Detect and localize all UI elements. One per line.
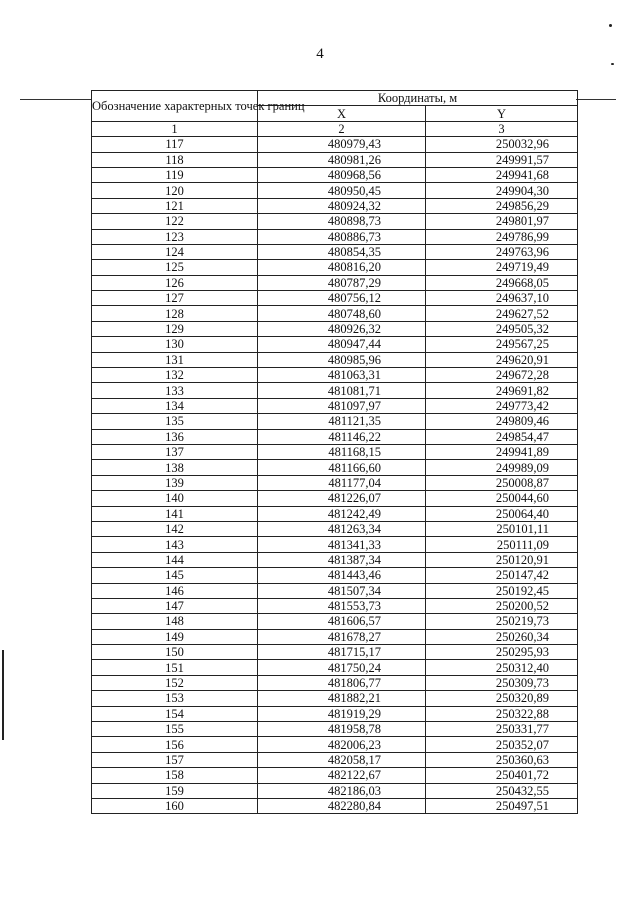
point-id-cell: 126 — [92, 275, 258, 290]
table-row — [92, 706, 578, 721]
x-coordinate-cell: 481063,31 — [258, 368, 426, 383]
y-coordinate-cell: 250008,87 — [426, 475, 578, 490]
x-coordinate-cell: 480816,20 — [258, 260, 426, 275]
point-id-cell: 153 — [92, 691, 258, 706]
y-coordinate-cell: 250219,73 — [426, 614, 578, 629]
x-coordinate-cell: 481146,22 — [258, 429, 426, 444]
table-row — [92, 444, 578, 459]
x-coordinate-cell: 481242,49 — [258, 506, 426, 521]
table-row — [92, 260, 578, 275]
point-id-cell: 152 — [92, 675, 258, 690]
table-row — [92, 275, 578, 290]
column-number: 2 — [258, 121, 426, 136]
table-row — [92, 660, 578, 675]
y-coordinate-cell: 250401,72 — [426, 768, 578, 783]
table-row — [92, 137, 578, 152]
table-row — [92, 337, 578, 352]
x-coordinate-cell: 481553,73 — [258, 598, 426, 613]
point-id-cell: 144 — [92, 552, 258, 567]
x-coordinate-cell: 482006,23 — [258, 737, 426, 752]
table-row — [92, 398, 578, 413]
scan-speck — [609, 24, 612, 27]
table-row — [92, 306, 578, 321]
y-coordinate-cell: 249773,42 — [426, 398, 578, 413]
point-id-cell: 151 — [92, 660, 258, 675]
table-row — [92, 537, 578, 552]
y-coordinate-cell: 250044,60 — [426, 491, 578, 506]
x-coordinate-cell: 481263,34 — [258, 521, 426, 536]
point-id-cell: 156 — [92, 737, 258, 752]
y-coordinate-cell: 249809,46 — [426, 414, 578, 429]
y-coordinate-cell: 250064,40 — [426, 506, 578, 521]
table-row — [92, 598, 578, 613]
x-coordinate-cell: 480886,73 — [258, 229, 426, 244]
page-number: 4 — [316, 46, 324, 62]
x-coordinate-cell: 481606,57 — [258, 614, 426, 629]
y-coordinate-cell: 250322,88 — [426, 706, 578, 721]
y-coordinate-cell: 250432,55 — [426, 783, 578, 798]
x-coordinate-cell: 481882,21 — [258, 691, 426, 706]
y-coordinate-cell: 249941,68 — [426, 167, 578, 182]
column-number: 3 — [426, 121, 578, 136]
table-row — [92, 675, 578, 690]
x-coordinate-cell: 480898,73 — [258, 214, 426, 229]
table-row — [92, 568, 578, 583]
table-row — [92, 244, 578, 259]
y-coordinate-cell: 250331,77 — [426, 722, 578, 737]
point-id-cell: 158 — [92, 768, 258, 783]
table-row — [92, 414, 578, 429]
y-coordinate-cell: 249505,32 — [426, 321, 578, 336]
x-coordinate-cell: 482280,84 — [258, 798, 426, 813]
x-coordinate-cell: 482058,17 — [258, 752, 426, 767]
y-coordinate-cell: 250312,40 — [426, 660, 578, 675]
table-row — [92, 583, 578, 598]
y-coordinate-cell: 250295,93 — [426, 645, 578, 660]
x-coordinate-cell: 482186,03 — [258, 783, 426, 798]
column-number: 1 — [92, 121, 258, 136]
x-coordinate-cell: 480979,43 — [258, 137, 426, 152]
table-row — [92, 383, 578, 398]
y-coordinate-cell: 250111,09 — [426, 537, 578, 552]
y-coordinate-cell: 249637,10 — [426, 291, 578, 306]
point-id-cell: 129 — [92, 321, 258, 336]
table-row — [92, 460, 578, 475]
point-id-cell: 139 — [92, 475, 258, 490]
point-id-cell: 142 — [92, 521, 258, 536]
point-id-cell: 128 — [92, 306, 258, 321]
table-row — [92, 552, 578, 567]
table-row — [92, 368, 578, 383]
x-coordinate-cell: 481121,35 — [258, 414, 426, 429]
point-id-cell: 124 — [92, 244, 258, 259]
y-coordinate-cell: 250260,34 — [426, 629, 578, 644]
x-coordinate-cell: 481081,71 — [258, 383, 426, 398]
table-row — [92, 429, 578, 444]
y-coordinate-cell: 250309,73 — [426, 675, 578, 690]
x-coordinate-cell: 481919,29 — [258, 706, 426, 721]
table-row — [92, 768, 578, 783]
x-coordinate-cell: 480926,32 — [258, 321, 426, 336]
table-row — [92, 691, 578, 706]
y-coordinate-cell: 250147,42 — [426, 568, 578, 583]
table-row — [92, 521, 578, 536]
point-id-cell: 150 — [92, 645, 258, 660]
x-coordinate-cell: 481226,07 — [258, 491, 426, 506]
point-id-cell: 160 — [92, 798, 258, 813]
table-row — [92, 475, 578, 490]
y-coordinate-cell: 249627,52 — [426, 306, 578, 321]
y-coordinate-cell: 249786,99 — [426, 229, 578, 244]
table-row — [92, 614, 578, 629]
table-row — [92, 214, 578, 229]
y-coordinate-cell: 250352,07 — [426, 737, 578, 752]
y-coordinate-cell: 249904,30 — [426, 183, 578, 198]
y-coordinate-cell: 249763,96 — [426, 244, 578, 259]
point-id-cell: 121 — [92, 198, 258, 213]
x-coordinate-cell: 481507,34 — [258, 583, 426, 598]
point-id-cell: 131 — [92, 352, 258, 367]
y-coordinate-cell: 250120,91 — [426, 552, 578, 567]
x-coordinate-cell: 481806,77 — [258, 675, 426, 690]
table-row — [92, 783, 578, 798]
point-id-cell: 154 — [92, 706, 258, 721]
point-id-cell: 132 — [92, 368, 258, 383]
y-coordinate-cell: 250360,63 — [426, 752, 578, 767]
x-coordinate-cell: 481168,15 — [258, 444, 426, 459]
table-row — [92, 645, 578, 660]
point-id-cell: 149 — [92, 629, 258, 644]
x-coordinate-cell: 481166,60 — [258, 460, 426, 475]
table-row — [92, 491, 578, 506]
point-id-cell: 127 — [92, 291, 258, 306]
table-row — [92, 321, 578, 336]
table-row — [92, 152, 578, 167]
point-id-cell: 155 — [92, 722, 258, 737]
y-coordinate-cell: 250320,89 — [426, 691, 578, 706]
x-coordinate-cell: 481958,78 — [258, 722, 426, 737]
point-id-cell: 118 — [92, 152, 258, 167]
y-coordinate-cell: 249854,47 — [426, 429, 578, 444]
x-coordinate-cell: 480924,32 — [258, 198, 426, 213]
table-row — [92, 737, 578, 752]
point-id-cell: 146 — [92, 583, 258, 598]
point-id-cell: 125 — [92, 260, 258, 275]
table-row — [92, 629, 578, 644]
header-coordinates: Координаты, м — [258, 91, 578, 106]
y-coordinate-cell: 249991,57 — [426, 152, 578, 167]
header-y: Y — [426, 106, 578, 121]
point-id-cell: 133 — [92, 383, 258, 398]
point-id-cell: 136 — [92, 429, 258, 444]
point-id-cell: 159 — [92, 783, 258, 798]
scan-artifact-line — [20, 99, 92, 100]
scan-artifact-line — [576, 99, 616, 100]
x-coordinate-cell: 481750,24 — [258, 660, 426, 675]
x-coordinate-cell: 481387,34 — [258, 552, 426, 567]
x-coordinate-cell: 480950,45 — [258, 183, 426, 198]
point-id-cell: 157 — [92, 752, 258, 767]
y-coordinate-cell: 249672,28 — [426, 368, 578, 383]
y-coordinate-cell: 249801,97 — [426, 214, 578, 229]
point-id-cell: 140 — [92, 491, 258, 506]
table-row — [92, 183, 578, 198]
x-coordinate-cell: 480854,35 — [258, 244, 426, 259]
y-coordinate-cell: 250497,51 — [426, 798, 578, 813]
table-row — [92, 291, 578, 306]
x-coordinate-cell: 480756,12 — [258, 291, 426, 306]
x-coordinate-cell: 480748,60 — [258, 306, 426, 321]
header-point-designation: Обозначение характерных точек границ — [92, 91, 258, 122]
x-coordinate-cell: 481097,97 — [258, 398, 426, 413]
point-id-cell: 123 — [92, 229, 258, 244]
y-coordinate-cell: 249856,29 — [426, 198, 578, 213]
point-id-cell: 117 — [92, 137, 258, 152]
x-coordinate-cell: 480947,44 — [258, 337, 426, 352]
point-id-cell: 134 — [92, 398, 258, 413]
y-coordinate-cell: 249989,09 — [426, 460, 578, 475]
table-row — [92, 352, 578, 367]
y-coordinate-cell: 249567,25 — [426, 337, 578, 352]
point-id-cell: 130 — [92, 337, 258, 352]
y-coordinate-cell: 250200,52 — [426, 598, 578, 613]
x-coordinate-cell: 481177,04 — [258, 475, 426, 490]
point-id-cell: 143 — [92, 537, 258, 552]
y-coordinate-cell: 249719,49 — [426, 260, 578, 275]
y-coordinate-cell: 250192,45 — [426, 583, 578, 598]
table-row — [92, 798, 578, 813]
point-id-cell: 147 — [92, 598, 258, 613]
table-row — [92, 198, 578, 213]
point-id-cell: 119 — [92, 167, 258, 182]
y-coordinate-cell: 249620,91 — [426, 352, 578, 367]
point-id-cell: 122 — [92, 214, 258, 229]
point-id-cell: 137 — [92, 444, 258, 459]
y-coordinate-cell: 249941,89 — [426, 444, 578, 459]
point-id-cell: 148 — [92, 614, 258, 629]
x-coordinate-cell: 481678,27 — [258, 629, 426, 644]
x-coordinate-cell: 481715,17 — [258, 645, 426, 660]
x-coordinate-cell: 480981,26 — [258, 152, 426, 167]
table-row — [92, 752, 578, 767]
margin-mark — [2, 650, 4, 740]
point-id-cell: 120 — [92, 183, 258, 198]
point-id-cell: 145 — [92, 568, 258, 583]
point-id-cell: 138 — [92, 460, 258, 475]
x-coordinate-cell: 482122,67 — [258, 768, 426, 783]
point-id-cell: 141 — [92, 506, 258, 521]
table-row — [92, 229, 578, 244]
x-coordinate-cell: 481341,33 — [258, 537, 426, 552]
coordinates-table — [91, 90, 578, 814]
y-coordinate-cell: 249691,82 — [426, 383, 578, 398]
header-x: X — [258, 106, 426, 121]
x-coordinate-cell: 480787,29 — [258, 275, 426, 290]
table-row — [92, 167, 578, 182]
point-id-cell: 135 — [92, 414, 258, 429]
x-coordinate-cell: 481443,46 — [258, 568, 426, 583]
y-coordinate-cell: 249668,05 — [426, 275, 578, 290]
x-coordinate-cell: 480968,56 — [258, 167, 426, 182]
scan-speck — [611, 63, 614, 65]
y-coordinate-cell: 250101,11 — [426, 521, 578, 536]
y-coordinate-cell: 250032,96 — [426, 137, 578, 152]
x-coordinate-cell: 480985,96 — [258, 352, 426, 367]
table-row — [92, 722, 578, 737]
table-row — [92, 506, 578, 521]
